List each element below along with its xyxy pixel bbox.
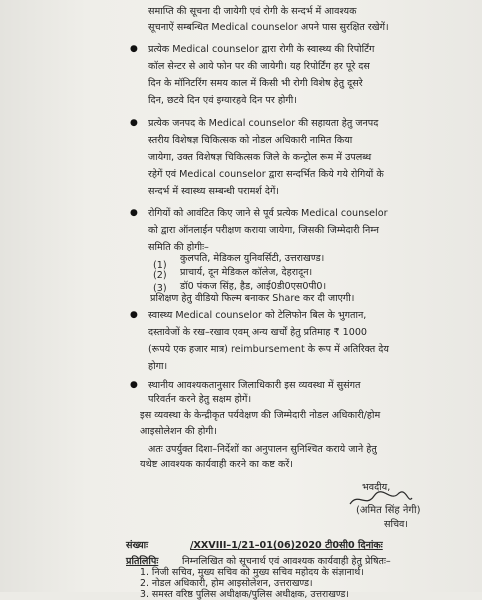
- committee-after-line: प्रशिक्षण हेतु वीडियो फिल्म बनाकर Share कर दी जाएगी।: [150, 293, 355, 304]
- bullet5-line-2: परिवर्तन करने हेतु सक्षम होगें।: [148, 394, 252, 405]
- bullet3-line-2: को द्वारा ऑनलाईन परीक्षण कराया जायेगा, जिसकी जिम्मेदारी निम्न: [148, 225, 379, 236]
- recipient-3: 3. समस्त वरिष्ठ पुलिस अधीक्षक/पुलिस अधीक्षक, उत्तराखण्ड।: [140, 589, 349, 600]
- recipient-2: 2. नोडल अधिकारी, होम आइसोलेशन, उत्तराखण्ड।: [140, 578, 313, 589]
- committee-num-1: (1): [153, 260, 167, 271]
- copy-label: प्रतिलिपिः: [126, 556, 159, 567]
- bullet-icon: ●: [130, 380, 138, 390]
- bullet2-line-3: जायेगा, उक्त विशेषज्ञ चिकित्सक जिले के कन्ट्रोल रूम में उपलब्ध: [148, 152, 372, 163]
- bullet1-line-3: दिन के मॉनिटरिंग समय काल में किसी भी रोगी विशेष हेतु दूसरे: [148, 78, 363, 89]
- bullet1-line-2: कॉल सेन्टर से आये फोन पर की जायेगी। यह रिपोर्टिंग हर पूरे दस: [148, 61, 370, 72]
- committee-member-1: कुलपति, मेडिकल युनिवर्सिटी, उत्तराखण्ड।: [180, 253, 325, 264]
- committee-num-3: (3): [153, 283, 167, 294]
- bullet2-line-4: रहेगें एवं Medical counselor द्वारा सन्दर्भित किये गये रोगियों के: [148, 169, 384, 180]
- intro-line-2: सूचनाऐं सम्बन्धित Medical counselor अपने पास सुरक्षित रखेगें।: [148, 22, 389, 33]
- para2-line-2: यथेष्ट आवश्यक कार्यवाही करने का कष्ट करें।: [140, 459, 293, 470]
- bullet3-line-3: समिति की होगीः–: [148, 242, 209, 253]
- para2-line-1: अतः उपर्युक्त दिशा–निर्देशों का अनुपालन सुनिश्चित कराये जाने हेतु: [148, 444, 377, 455]
- bullet2-line-1: प्रत्येक जनपद के Medical counselor की सहायता हेतु जनपद: [148, 118, 379, 129]
- closing-text: भवदीय,: [362, 482, 391, 493]
- reference-number: /XXVIII–1/21–01(06)2020 टी0सी0 दिनांकः: [190, 540, 383, 551]
- bullet4-line-4: होगा।: [148, 361, 168, 372]
- bullet1-line-4: दिन, छटवे दिन एवं इग्यारहवे दिन पर होगी।: [148, 95, 297, 106]
- bullet-icon: ●: [130, 118, 138, 128]
- committee-member-2: प्राचार्य, दून मेडिकल कॉलेज, देहरादून।: [180, 267, 313, 278]
- copy-text: निम्नलिखित को सूचनार्थ एवं आवश्यक कार्यवाही हेतु प्रेषितः–: [182, 556, 391, 567]
- bullet2-line-5: सन्दर्भ में स्वास्थ्य सम्बन्धी परामर्श देगें।: [148, 186, 280, 197]
- committee-member-3: डॉ0 पंकज सिंह, हैड, आई0डी0एस0पी0।: [180, 281, 327, 292]
- bullet3-line-1: रोगियों को आवंटित किए जाने से पूर्व प्रत्येक Medical counselor: [148, 208, 388, 219]
- bullet-icon: ●: [130, 44, 138, 54]
- bullet4-line-1: स्वास्थ्य Medical counselor को टेलिफोन बिल के भुगतान,: [148, 310, 367, 321]
- reference-label: संख्याः: [126, 540, 149, 551]
- signatory-designation: सचिव।: [384, 519, 409, 530]
- bullet4-line-3: (रूपये एक हजार मात्र) reimbursement के रूप में अतिरिक्त देय: [148, 344, 389, 355]
- signatory-name: (अमित सिंह नेगी): [356, 505, 421, 516]
- bullet-icon: ●: [130, 208, 138, 218]
- bullet1-line-1: प्रत्येक Medical counselor द्वारा रोगी के स्वास्थ्य की रिपोर्टिंग: [148, 44, 375, 55]
- bullet5-line-1: स्थानीय आवश्यकतानुसार जिलाधिकारी इस व्यवस्था में सुसंगत: [148, 380, 361, 391]
- intro-line-1: समाप्ति की सूचना दी जायेगी एवं रोगी के सन्दर्भ में आवश्यक: [148, 6, 357, 17]
- bullet4-line-2: दस्तावेजों के रख–रखाव एवम् अन्य खर्चों हेतु प्रतिमाह ₹ 1000: [148, 327, 368, 338]
- bullet-icon: ●: [130, 310, 138, 320]
- para1-line-2: आइसोलेशन की होगी।: [140, 426, 217, 437]
- committee-num-2: (2): [153, 270, 167, 281]
- bullet2-line-2: स्तरीय विशेषज्ञ चिकित्सक को नोडल अधिकारी नामित किया: [148, 135, 353, 146]
- recipient-1: 1. निजी सचिव, मुख्य सचिव को मुख्य सचिव महोदय के संज्ञानार्थ।: [140, 567, 364, 578]
- para1-line-1: इस व्यवस्था के केन्द्रीकृत पर्यवेक्षण की जिम्मेदारी नोडल अधिकारी/होम: [140, 410, 381, 421]
